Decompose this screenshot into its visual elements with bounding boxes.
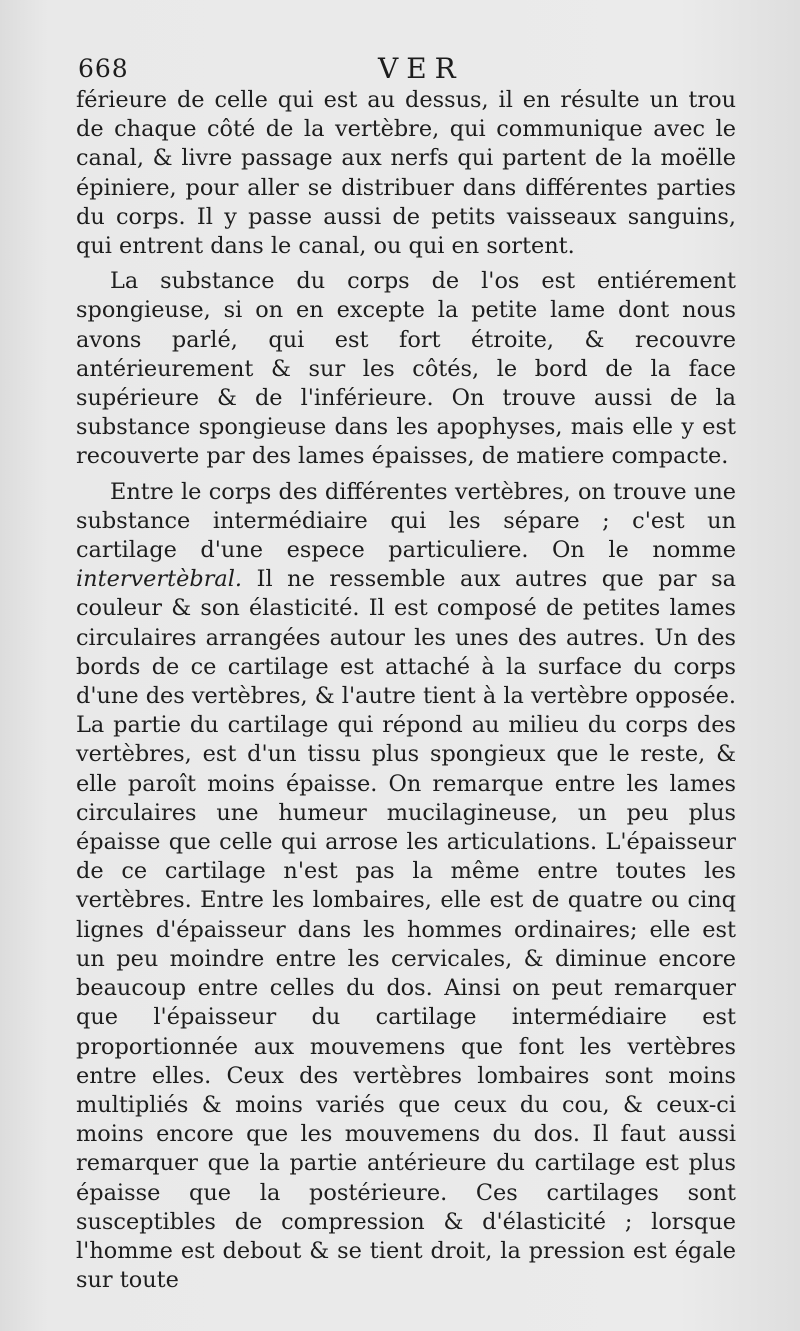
body-text	[76, 86, 736, 1301]
page-number: 668	[78, 54, 129, 83]
paragraph-1: férieure de celle qui est au dessus, il en résulte un trou de chaque côté de la vertèbre, qui communique avec le canal, & livre passage aux nerfs qui partent de la moëlle épiniere, pour aller se distribuer dans différentes parties du corps. Il y passe aussi de petits vaisseaux sanguins, qui entrent dans le canal, ou qui en sortent.	[76, 87, 736, 260]
running-head: VER	[378, 52, 464, 85]
paragraph-3-text-end: Il ne ressemble aux autres que par sa couleur & son élasticité. Il est composé de petites lames circulaires arrangées autour les unes des autres. Un des bords de ce cartilage est attaché à la surface du corps d'une des vertèbres, & l'autre tient à la vertèbre opposée. La partie du cartilage qui répond au milieu du corps des vertèbres, est d'un tissu plus spongieux que le reste, & elle paroît moins épaisse. On remarque entre les lames circulaires une humeur mucilagineuse, un peu plus épaisse que celle qui arrose les articulations. L'épaisseur de ce cartilage n'est pas la même entre toutes les vertèbres. Entre les lombaires, elle est de quatre ou cinq lignes d'épaisseur dans les hommes ordinaires; elle est un peu moindre entre les cervicales, & diminue encore beaucoup entre celles du dos. Ainsi on peut remarquer que l'épaisseur du cartilage intermédiaire est proportionnée aux mouvemens que font les vertèbres entre elles. Ceux des vertèbres lombaires sont moins multipliés & moins variés que ceux du cou, & ceux-ci moins encore que les mouvemens du dos. Il faut aussi remarquer que la partie antérieure du cartilage est plus épaisse que la postérieure. Ces cartilages sont susceptibles de compression & d'élasticité ; lorsque l'homme est debout & se tient droit, la pression est égale sur toute	[76, 566, 737, 1294]
term-intervertebral: intervertèbral.	[76, 566, 243, 593]
paragraph-3-text-start: Entre le corps des différentes vertèbres, on trouve une substance intermédiaire qui les sépare ; c'est un cartilage d'une espece particuliere. On le nomme	[76, 478, 736, 564]
page-header	[78, 54, 736, 88]
paragraph-3	[76, 478, 736, 1296]
paragraph-2: La substance du corps de l'os est entiérement spongieuse, si on en excepte la petite lame dont nous avons parlé, qui est fort étroite, & recouvre antérieurement & sur les côtés, le bord de la face supérieure & de l'inférieure. On trouve aussi de la substance spongieuse dans les apophyses, mais elle y est recouverte par des lames épaisses, de matiere compacte.	[76, 268, 736, 470]
